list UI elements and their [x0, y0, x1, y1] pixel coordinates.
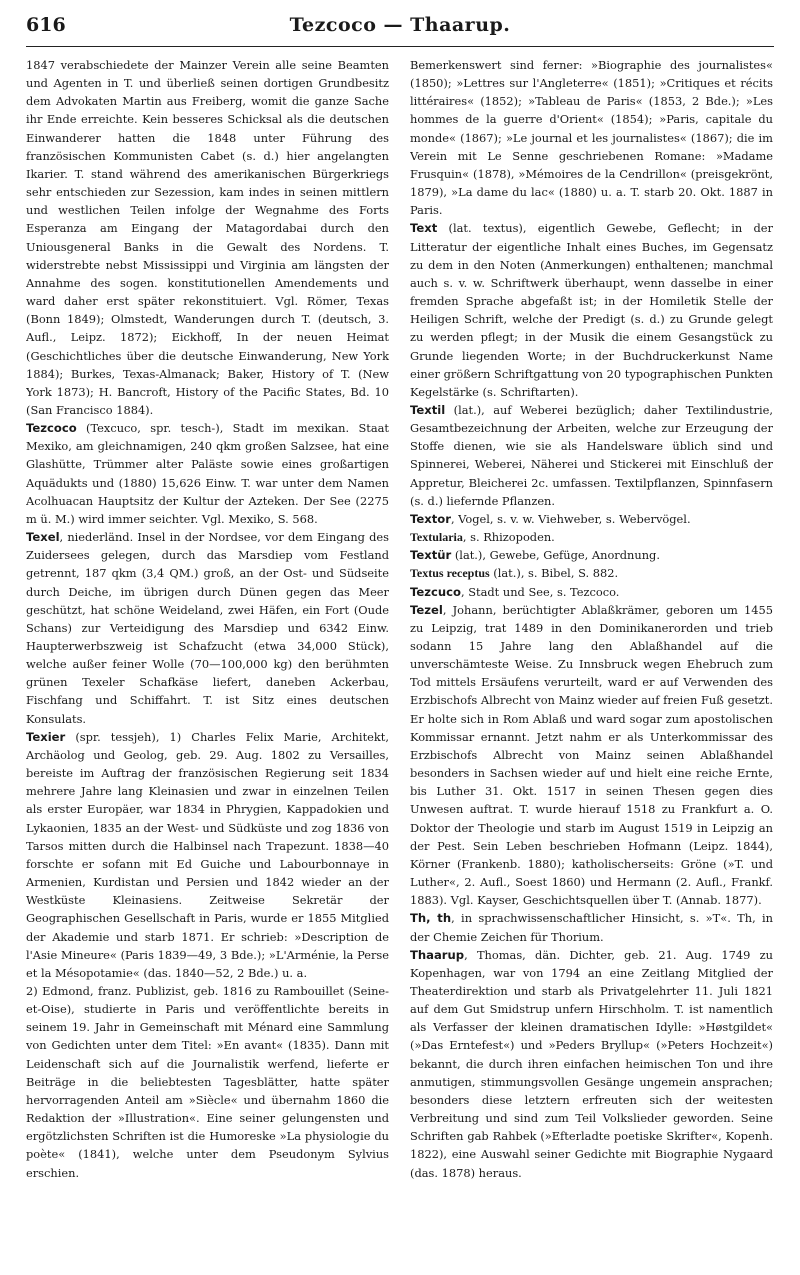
headword: Tezcuco — [410, 584, 461, 599]
entry-th: Th, th, in sprachwissenschaftlicher Hinsicht, s. »T«. Th, in der Chemie Zeichen für Thorium. — [410, 911, 773, 944]
headword: Textor — [410, 511, 451, 526]
headword: Textus receptus — [410, 566, 490, 581]
left-column — [26, 56, 389, 1262]
entry-textus-receptus: Textus receptus (lat.), s. Bibel, S. 882. — [410, 566, 619, 581]
entry-thaarup: Thaarup, Thomas, dän. Dichter, geb. 21. Aug. 1749 zu Kopenhagen, war von 1794 an eine Zeitlang Mitglied der Theaterdirektion und starb als Privatgelehrter 11. Juli 1821 auf dem Gut Smidstrup unfern Hirschholm. T. ist namentlich als Verfasser der kleinen dramatischen Idylle: »Høstgildet« (»Das Erntefest«) und »Peders Bryllup« (»Peters Hochzeit«) bekannt, die durch ihren einfachen heimischen Ton und ihre anmutigen, stimmungsvollen Gesänge ungemein ansprachen; besonders diese letztern erfreuten sich der weitesten Verbreitung und sind zum Teil Volkslieder geworden. Seine Schriften gab Rahbek (»Efterladte poetiske Skrifter«, Kopenh. 1822), eine Auswahl seiner Gedichte mit Biographie Nygaard (das. 1878) heraus. — [410, 947, 773, 1180]
headword: Textularia — [410, 530, 463, 545]
entry-text: Text (lat. textus), eigentlich Gewebe, Geflecht; in der Litteratur der eigentliche Inhalt eines Buches, im Gegensatz zu dem in den Noten (Anmerkungen) enthaltenen; manchmal auch s. v. w. Schriftwerk überhaupt, wenn dasselbe in einer fremden Sprache abgefaßt ist; in der Homiletik Stelle der Heiligen Schrift, welche der Predigt (s. d.) zu Grunde gelegt zu werden pflegt; in der Musik die einem Gesangstück zu Grunde liegenden Worte; in der Buchdruckerkunst Name einer größern Schriftgattung von 20 typographischen Punkten Kegelstärke (s. Schriftarten). — [410, 221, 773, 399]
header-rule — [26, 46, 774, 47]
headword: Th, th — [410, 911, 452, 926]
right-column — [410, 56, 773, 1262]
headword: Thaarup — [410, 947, 465, 962]
page-header — [26, 14, 774, 44]
headword: Tezel — [410, 602, 443, 617]
entry-texel: Texel, niederländ. Insel in der Nordsee, vor dem Eingang des Zuidersees gelegen, durch das Marsdiep vom Festland getrennt, 187 qkm (3,4 QM.) groß, an der Ost- und Südseite durch Deiche, im übrigen durch Dünen gegen das Meer geschützt, hat schöne Weideland, zwei Häfen, ein Fort (Oude Schans) zur Verteidigung des Marsdiep und 6342 Einw. Haupterwerbszweig ist Schafzucht (etwa 34,000 Stück), welche außer feiner Wolle (70—100,000 kg) den berühmten grünen Texeler Schafkäse liefert, daneben Ackerbau, Fischfang und Schiffahrt. T. ist Sitz eines deutschen Konsulats. — [26, 530, 389, 726]
headword: Texier — [26, 729, 66, 744]
headword: Text — [410, 221, 438, 236]
entry-tezel: Tezel, Johann, berüchtigter Ablaßkrämer, geboren um 1455 zu Leipzig, trat 1489 in den Dominikanerorden und trieb sodann 15 Jahre lang den Ablaßhandel auf die unverschämteste Weise. Zu Innsbruck wegen Ehebruch zum Tod mittels Ersäufens verurteilt, ward er auf Verwenden des Erzbischofs Albrecht von Mainz wieder auf freien Fuß gesetzt. Er holte sich in Rom Ablaß und ward sogar zum apostolischen Kommissar ernannt. Jetzt nahm er als Unterkommissar des Erzbischofs Albrecht von Mainz seinen Ablaßhandel besonders in Sachsen wieder auf und hielt eine reiche Ernte, bis Luther 31. Okt. 1517 in seinen Thesen gegen dies Unwesen auftrat. T. wurde hierauf 1518 zu Frankfurt a. O. Doktor der Theologie und starb im August 1519 in Leipzig an der Pest. Sein Leben beschrieben Hofmann (Leipz. 1844), Körner (Frankenb. 1880); katholischerseits: Gröne (»T. und Luther«, 2. Aufl., Soest 1860) und Hermann (2. Aufl., Frankf. 1883). Vgl. Kayser, Geschichtsquellen über T. (Annab. 1877). — [410, 602, 773, 908]
entry-textularia: Textularia, s. Rhizopoden. — [410, 530, 555, 545]
entry-textur: Textür (lat.), Gewebe, Gefüge, Anordnung. — [410, 548, 660, 563]
entry-textor: Textor, Vogel, s. v. w. Viehweber, s. Webervögel. — [410, 511, 691, 526]
headword: Textil — [410, 402, 446, 417]
entry-tezcoco: Tezcoco (Texcuco, spr. tesch-), Stadt im mexikan. Staat Mexiko, am gleichnamigen, 240 qkm großen Salzsee, hat eine Glashütte, Trümmer alter Paläste sowie eines großartigen Aquädukts und (1880) 15,626 Einw. T. war unter dem Namen Acolhuacan Hauptsitz der Kultur der Azteken. Der See (2275 m ü. M.) wird immer seichter. Vgl. Mexiko, S. 568. — [26, 421, 389, 526]
headword: Texel — [26, 530, 60, 545]
entry-texier-continued: Bemerkenswert sind ferner: »Biographie des journalistes« (1850); »Lettres sur l'Angleterre« (1851); »Critiques et récits littéraires« (1852); »Tableau de Paris« (1853, 2 Bde.); »Les hommes de la guerre d'Orient« (1854); »Paris, capitale du monde« (1867); »Le journal et les journalistes« (1867); die im Verein mit Le Senne geschriebenen Romane: »Madame Frusquin« (1878), »Mémoires de la Cendrillon« (preisgekrönt, 1879), »La dame du lac« (1880) u. a. T. starb 20. Okt. 1887 in Paris. — [410, 58, 773, 218]
entry-texier-edmond: 2) Edmond, franz. Publizist, geb. 1816 zu Rambouillet (Seine-et-Oise), studierte in Paris und veröffentlichte bereits in seinem 19. Jahr in Gemeinschaft mit Ménard eine Sammlung von Gedichten unter dem Titel: »En avant« (1835). Dann mit Leidenschaft sich auf die Journalistik werfend, lieferte er Beiträge in die beliebtesten Tagesblätter, hatte später hervorragenden Anteil am »Siècle« und übernahm 1860 die Redaktion der »Illustration«. Eine seiner gelungensten und ergötzlichsten Schriften ist die Humoreske »La physiologie du poète« (1841), welche unter dem Pseudonym Sylvius erschien. — [26, 983, 389, 1180]
entry-texas-continued: 1847 verabschiedete der Mainzer Verein alle seine Beamten und Agenten in T. und überließ seinen dortigen Grundbesitz dem Advokaten Martin aus Freiberg, womit die ganze Sache ihr Ende erreichte. Kein besseres Schicksal als die deutschen Einwanderer hatten die 1848 unter Führung des französischen Kommunisten Cabet (s. d.) hier angelangten Ikarier. T. stand während des amerikanischen Bürgerkriegs sehr entschieden zur Sezession, kam indes in seinen mittlern und westlichen Teilen infolge der Wegnahme des Forts Esperanza am Eingang der Matagordabai durch den Uniousgeneral Banks in die Gewalt des Nordens. T. widerstrebte nebst Mississippi und Virginia am längsten der Annahme des sogen. konstitutionellen Amendements und ward daher erst später rekonstituiert. Vgl. Römer, Texas (Bonn 1849); Olmstedt, Wanderungen durch T. (deutsch, 3. Aufl., Leipz. 1872); Eickhoff, In der neuen Heimat (Geschichtliches über die deutsche Einwanderung, New York 1884); Burkes, Texas-Almanack; Baker, History of T. (New York 1873); H. Bancroft, History of the Pacific States, Bd. 10 (San Francisco 1884). — [26, 58, 389, 417]
entry-textil: Textil (lat.), auf Weberei bezüglich; daher Textilindustrie, Gesamtbezeichnung der Arbeiten, welche zur Erzeugung der Stoffe dienen, wie sie als Handelsware üblich sind und Spinnerei, Weberei, Näherei und Stickerei mit Einschluß der Appretur, Bleicherei 2c. umfassen. Textilpflanzen, Spinnfasern (s. d.) liefernde Pflanzen. — [410, 402, 773, 508]
headword: Tezcoco — [26, 421, 77, 436]
entry-texier: Texier (spr. tessjeh), 1) Charles Felix Marie, Architekt, Archäolog und Geolog, geb. 29. Aug. 1802 zu Versailles, bereiste im Auftrag der französischen Regierung seit 1834 mehrere Jahre lang Kleinasien und zwar in einzelnen Teilen als erster Europäer, war 1834 in Phrygien, Kappadokien und Lykaonien, 1835 an der West- und Südküste und zog 1836 von Tarsos mitten durch die Halbinsel nach Trapezunt. 1838—40 forschte er sofann mit Ed Guiche und Labourbonnaye in Armenien, Kurdistan und Persien und 1842 wieder an der Westküste Kleinasiens. Zeitweise Sekretär der Geographischen Gesellschaft in Paris, wurde er 1855 Mitglied der Akademie und starb 1871. Er schrieb: »Description de l'Asie Mineure« (Paris 1839—49, 3 Bde.); »L'Arménie, la Perse et la Mésopotamie« (das. 1840—52, 2 Bde.) u. a. — [26, 729, 389, 980]
entry-tezcuco: Tezcuco, Stadt und See, s. Tezcoco. — [410, 584, 620, 599]
running-title: Tezcoco — Thaarup. — [289, 14, 511, 36]
headword: Textür — [410, 548, 452, 563]
page-number: 616 — [26, 14, 66, 36]
